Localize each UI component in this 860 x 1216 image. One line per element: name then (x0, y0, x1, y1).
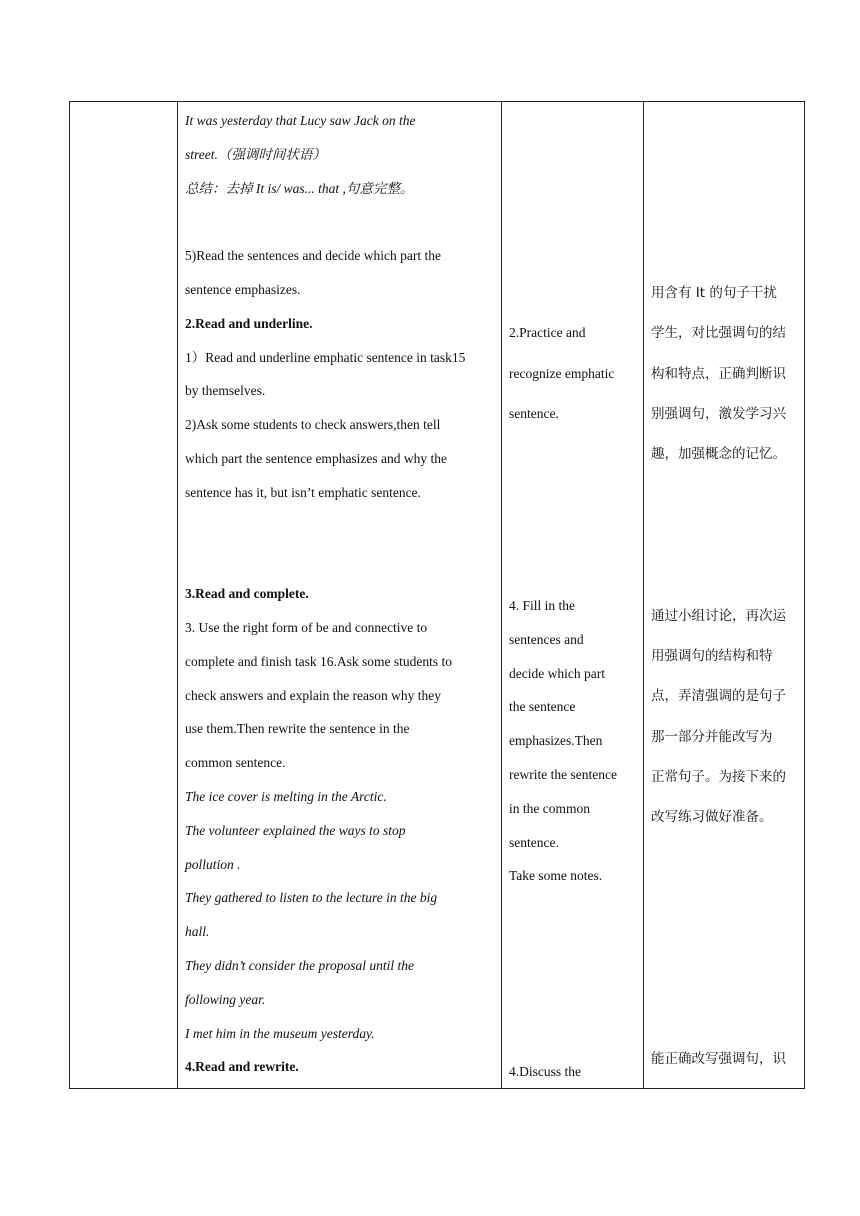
purpose-text: 正常句子。为接下来的 (651, 769, 786, 785)
student-activity-text: rewrite the sentence (509, 767, 617, 782)
purpose-text: 学生，对比强调句的结 (651, 325, 786, 341)
step-text: sentence emphasizes. (185, 282, 301, 297)
example-sentence: street.（强调时间状语） (185, 147, 326, 162)
column-divider (643, 102, 644, 1088)
student-activity-text: 2.Practice and (509, 325, 586, 340)
purpose-text: 能正确改写强调句，识 (651, 1051, 786, 1067)
purpose-text: 改写练习做好准备。 (651, 809, 773, 825)
purpose-text: 点，弄清强调的是句子 (651, 688, 786, 704)
column-divider (177, 102, 178, 1088)
step-text: common sentence. (185, 755, 286, 770)
student-activity-text: sentence. (509, 406, 559, 421)
purpose-text: 那一部分并能改写为 (651, 729, 773, 745)
section-heading: 3.Read and complete. (185, 586, 309, 601)
example-sentence: It was yesterday that Lucy saw Jack on the (185, 113, 416, 128)
step-text: by themselves. (185, 383, 266, 398)
step-text: check answers and explain the reason why they (185, 688, 442, 703)
student-activity-text: emphasizes.Then (509, 733, 603, 748)
section-heading: 2.Read and underline. (185, 316, 313, 331)
student-activity-text: decide which part (509, 666, 605, 681)
summary-text: 总结：去掉 It is/ was... that ,句意完整。 (185, 181, 414, 196)
student-activity-text: 4. Fill in the (509, 598, 576, 613)
example-sentence: hall. (185, 924, 210, 939)
purpose-text: 趣，加强概念的记忆。 (651, 446, 786, 462)
purpose-text: 别强调句，激发学习兴 (651, 406, 786, 422)
example-sentence: They didn’t consider the proposal until the (185, 958, 414, 973)
purpose-text: 用强调句的结构和特 (651, 648, 773, 664)
step-text: 3. Use the right form of be and connective to (185, 620, 428, 635)
section-heading: 4.Read and rewrite. (185, 1059, 299, 1074)
step-text: 2)Ask some students to check answers,then tell (185, 417, 441, 432)
student-activity-text: 4.Discuss the (509, 1064, 581, 1079)
column-divider (501, 102, 502, 1088)
example-sentence: pollution . (185, 857, 241, 872)
purpose-text: 用含有 It 的句子干扰 (651, 285, 777, 301)
step-text: sentence has it, but isn’t emphatic sentence. (185, 485, 421, 500)
student-activity-text: recognize emphatic (509, 366, 615, 381)
step-text: 1）Read and underline emphatic sentence in task15 (185, 350, 466, 365)
example-sentence: following year. (185, 992, 266, 1007)
example-sentence: They gathered to listen to the lecture in the big (185, 890, 438, 905)
example-sentence: The volunteer explained the ways to stop (185, 823, 406, 838)
purpose-text: 构和特点，正确判断识 (651, 366, 786, 382)
student-activity-text: sentence. (509, 835, 559, 850)
student-activity-text: Take some notes. (509, 868, 603, 883)
step-text: 5)Read the sentences and decide which part the (185, 248, 442, 263)
example-sentence: The ice cover is melting in the Arctic. (185, 789, 387, 804)
example-sentence: I met him in the museum yesterday. (185, 1026, 375, 1041)
step-text: which part the sentence emphasizes and why the (185, 451, 448, 466)
student-activity-text: the sentence (509, 699, 576, 714)
step-text: use them.Then rewrite the sentence in the (185, 721, 410, 736)
step-text: complete and finish task 16.Ask some students to (185, 654, 452, 669)
student-activity-text: sentences and (509, 632, 584, 647)
student-activity-text: in the common (509, 801, 590, 816)
purpose-text: 通过小组讨论，再次运 (651, 608, 786, 624)
